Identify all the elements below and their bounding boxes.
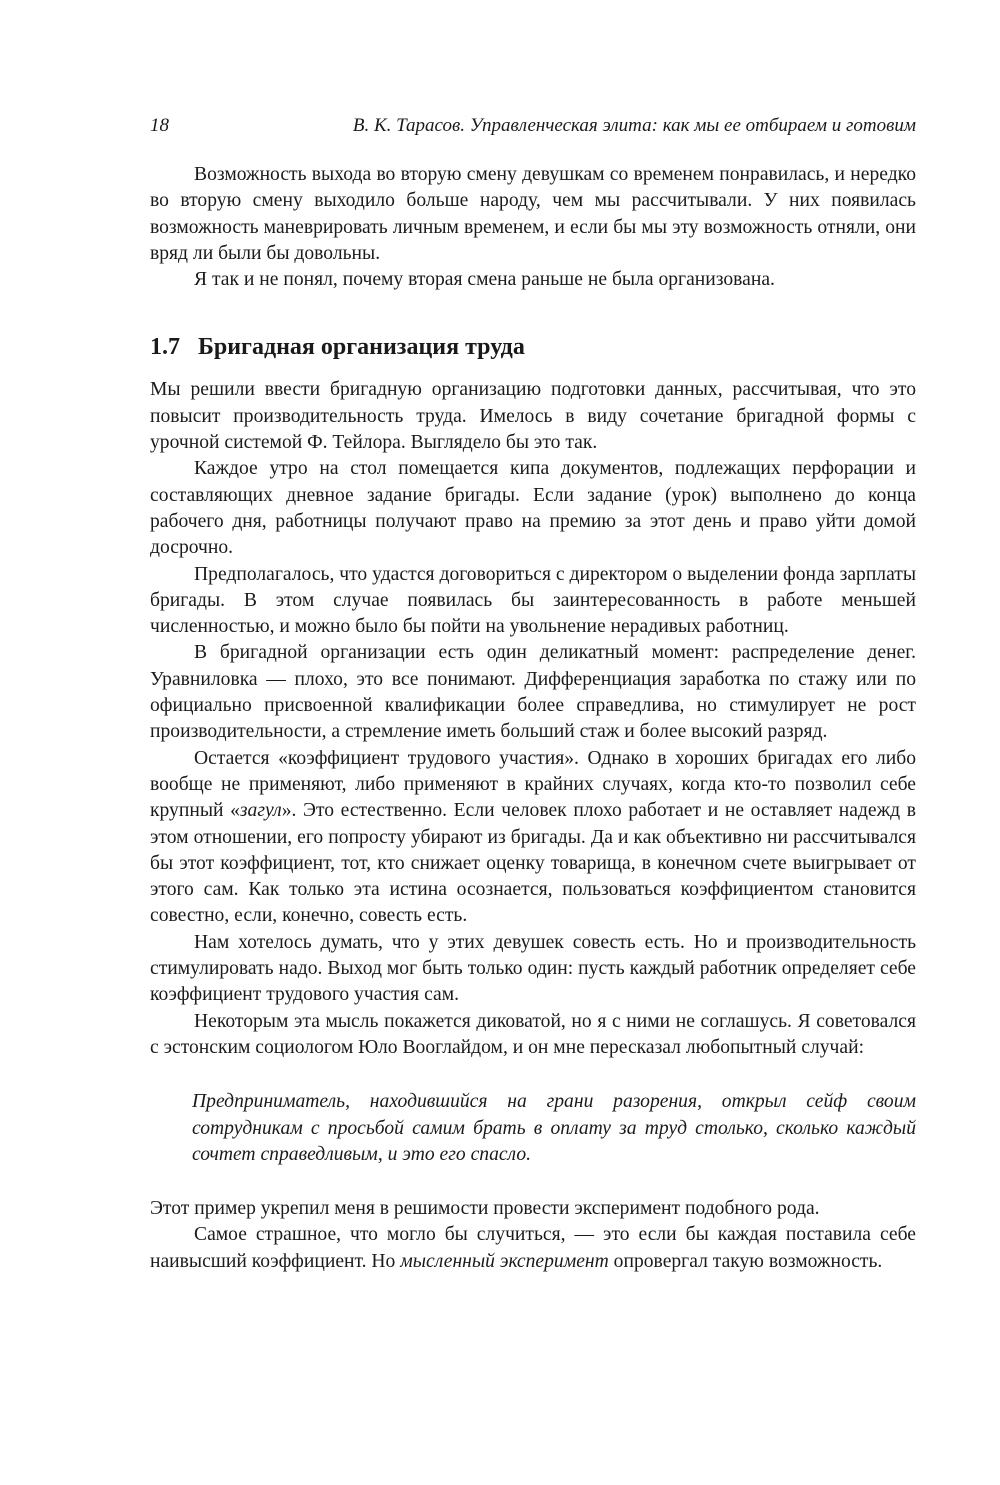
section-heading bbox=[150, 331, 916, 363]
paragraph: Каждое утро на стол помещается кипа документов, подлежащих перфорации и составляющих дневное задание бригады. Если задание (урок) выполнено до конца рабочего дня, работницы получают право на премию за этот день и право уйти домой досрочно. bbox=[150, 458, 916, 559]
italic-term: мысленный эксперимент bbox=[400, 1250, 609, 1272]
paragraph: В бригадной организации есть один деликатный момент: распределение денег. Уравниловка — плохо, это все понимают. Дифференциация заработка по стажу или по официально присвоенной квалификации более справедлива, но стимулирует не рост производительности, а стремление иметь больший стаж и более высокий разряд. bbox=[150, 642, 916, 743]
paragraph: Нам хотелось думать, что у этих девушек совесть есть. Но и производительность стимулировать надо. Выход мог быть только один: пусть каждый работник определяет себе коэффициент трудового участия сам. bbox=[150, 931, 916, 1006]
paragraph: Предполагалось, что удастся договориться с директором о выделении фонда зарплаты бригады. В этом случае появилась бы заинтересованность в работе меньшей численностью, и можно было бы пойти на увольнение нерадивых работниц. bbox=[150, 563, 916, 638]
italic-term: загул bbox=[239, 800, 282, 822]
page-number: 18 bbox=[150, 115, 169, 136]
paragraph: Некоторым эта мысль покажется диковатой, но я с ними не соглашусь. Я советовался с эстонским социологом Юло Вооглайдом, и он мне пересказал любопытный случай: bbox=[150, 1010, 916, 1058]
paragraph: Этот пример укрепил меня в решимости провести эксперимент подобного рода. bbox=[150, 1198, 820, 1220]
text-run: опровергал такую возможность. bbox=[608, 1250, 883, 1272]
paragraph: Возможность выхода во вторую смену девушкам со временем понравилась, и нередко во вторую смену выходило больше народу, чем мы рассчитывали. У них появилась возможность маневрировать личным временем, и если бы мы эту возможность отняли, они вряд ли были бы довольны. bbox=[150, 164, 916, 264]
paragraph bbox=[150, 746, 916, 930]
book-page bbox=[150, 112, 916, 1275]
text-run: Самое страшное, что могло бы случиться, — это если бы каждая поставила себе наивысший коэффициент. Но bbox=[150, 1224, 916, 1272]
paragraph bbox=[150, 1222, 916, 1275]
paragraph: Я так и не понял, почему вторая смена раньше не была организована. bbox=[194, 269, 775, 291]
running-title: В. К. Тарасов. Управленческая элита: как мы ее отбираем и готовим bbox=[352, 115, 916, 136]
running-header bbox=[150, 112, 916, 140]
section-number: 1.7 bbox=[150, 334, 180, 361]
block-quote: Предприниматель, находившийся на грани разорения, открыл сейф своим сотрудникам с просьбой самим брать в оплату за труд столько, сколько каждый сочтет справедливым, и это его спасло. bbox=[192, 1091, 916, 1165]
section-title: Бригадная организация труда bbox=[198, 334, 525, 361]
text-run: ». Это естественно. Если человек плохо работает и не оставляет надежд в этом отношении, его попросту убирают из бригады. Да и как объективно ни рассчитывался бы этот коэффициент, тот, кто снижает оценку товарища, в конечном счете выигрывает от этого сам. Как только эта истина осознается, пользоваться коэффициентом становится совестно, если, конечно, совесть есть. bbox=[150, 800, 916, 927]
paragraph: Мы решили ввести бригадную организацию подготовки данных, рассчитывая, что это повысит производительность труда. Имелось в виду сочетание бригадной формы с урочной системой Ф. Тейлора. Выглядело бы это так. bbox=[150, 379, 916, 454]
text-run: Остается «коэффициент трудового участия». Однако в хороших бригадах его либо вообще не применяют, либо применяют в крайних случаях, когда кто-то позволил себе крупный « bbox=[150, 747, 916, 822]
